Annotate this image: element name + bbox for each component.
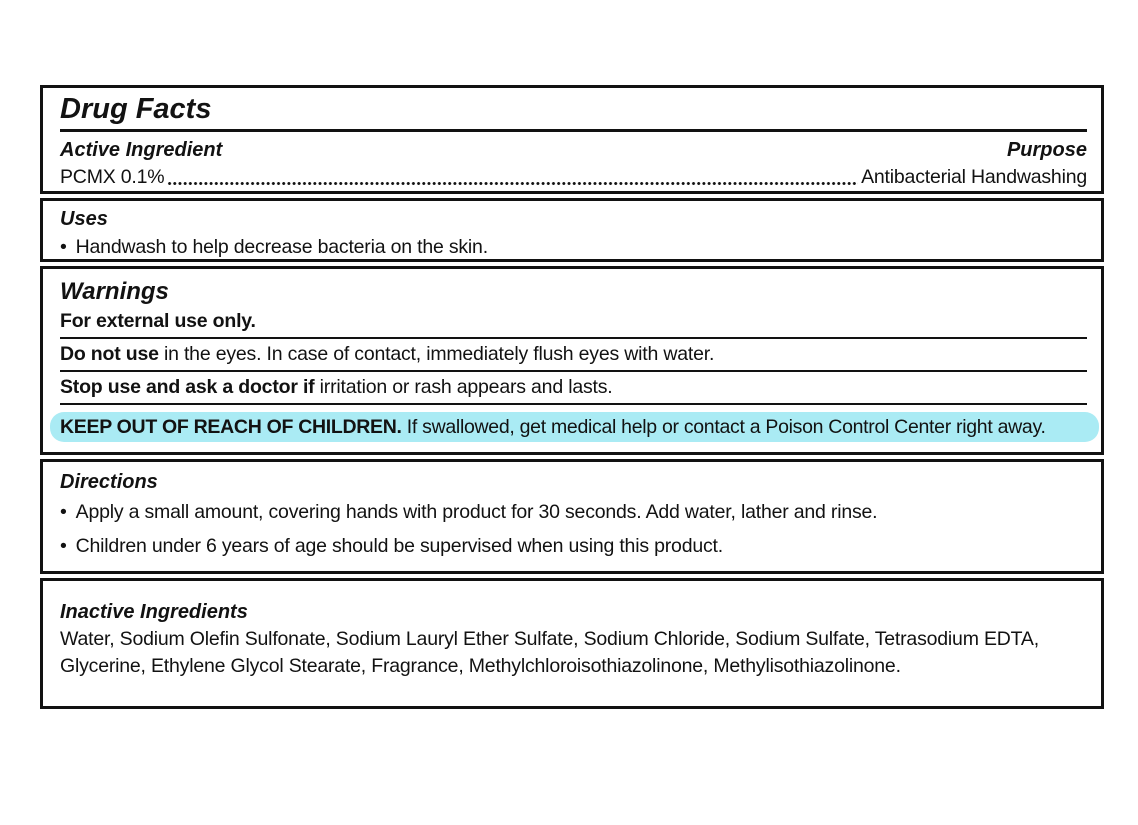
keep-out-bold: KEEP OUT OF REACH OF CHILDREN. [60, 416, 402, 438]
section-title-active-ingredient [40, 85, 1104, 194]
warning-external-use [60, 306, 1087, 339]
warning-do-not-use-rest: in the eyes. In case of contact, immediately flush eyes with water. [158, 343, 715, 365]
section-warnings [40, 266, 1104, 455]
directions-heading: Directions [60, 471, 158, 493]
uses-item-text: Handwash to help decrease bacteria on the skin. [75, 236, 488, 258]
directions-item-text: Apply a small amount, covering hands with product for 30 seconds. Add water, lather and rinse. [75, 501, 878, 523]
title-rule [60, 129, 1087, 132]
section-directions [40, 459, 1104, 574]
directions-item-text: Children under 6 years of age should be supervised when using this product. [75, 534, 723, 557]
active-ingredient-heading: Active Ingredient [60, 139, 223, 161]
inactive-ingredients-heading: Inactive Ingredients [60, 601, 248, 623]
warning-external-use-text: For external use only. [60, 310, 256, 332]
keep-out-of-reach-highlight [50, 412, 1099, 442]
uses-heading: Uses [60, 208, 108, 230]
keep-out-rest: If swallowed, get medical help or contact a Poison Control Center right away. [401, 416, 1046, 438]
active-ingredient-name: PCMX 0.1% [60, 166, 165, 188]
directions-item [60, 498, 1087, 528]
uses-item [60, 234, 1087, 261]
bullet-icon: • [60, 501, 67, 523]
warnings-heading: Warnings [60, 278, 169, 305]
ingredient-purpose-value-row [60, 166, 1087, 189]
directions-item [60, 532, 1087, 562]
warning-do-not-use-bold: Do not use [60, 343, 159, 365]
dotted-leader [167, 169, 858, 189]
purpose-value: Antibacterial Handwashing [861, 166, 1087, 188]
warning-stop-use-rest: irritation or rash appears and lasts. [314, 376, 613, 398]
bullet-icon: • [60, 236, 67, 258]
warning-stop-use [60, 372, 1087, 405]
section-uses [40, 198, 1104, 262]
warning-stop-use-bold: Stop use and ask a doctor if [60, 376, 315, 398]
drug-facts-title: Drug Facts [60, 93, 212, 125]
bullet-icon: • [60, 534, 67, 557]
inactive-ingredients-text: Water, Sodium Olefin Sulfonate, Sodium Lauryl Ether Sulfate, Sodium Chloride, Sodium Sulfate, Tetrasodium EDTA, Glycerine, Ethylene Glycol Stearate, Fragrance, Methylchloroisothiazolinone, Methylisothiazolinone. [60, 628, 1039, 677]
ingredient-purpose-header-row [60, 139, 1087, 162]
warning-do-not-use [60, 339, 1087, 372]
section-inactive-ingredients [40, 578, 1104, 709]
drug-facts-panel [40, 85, 1104, 713]
purpose-heading: Purpose [1006, 139, 1087, 161]
